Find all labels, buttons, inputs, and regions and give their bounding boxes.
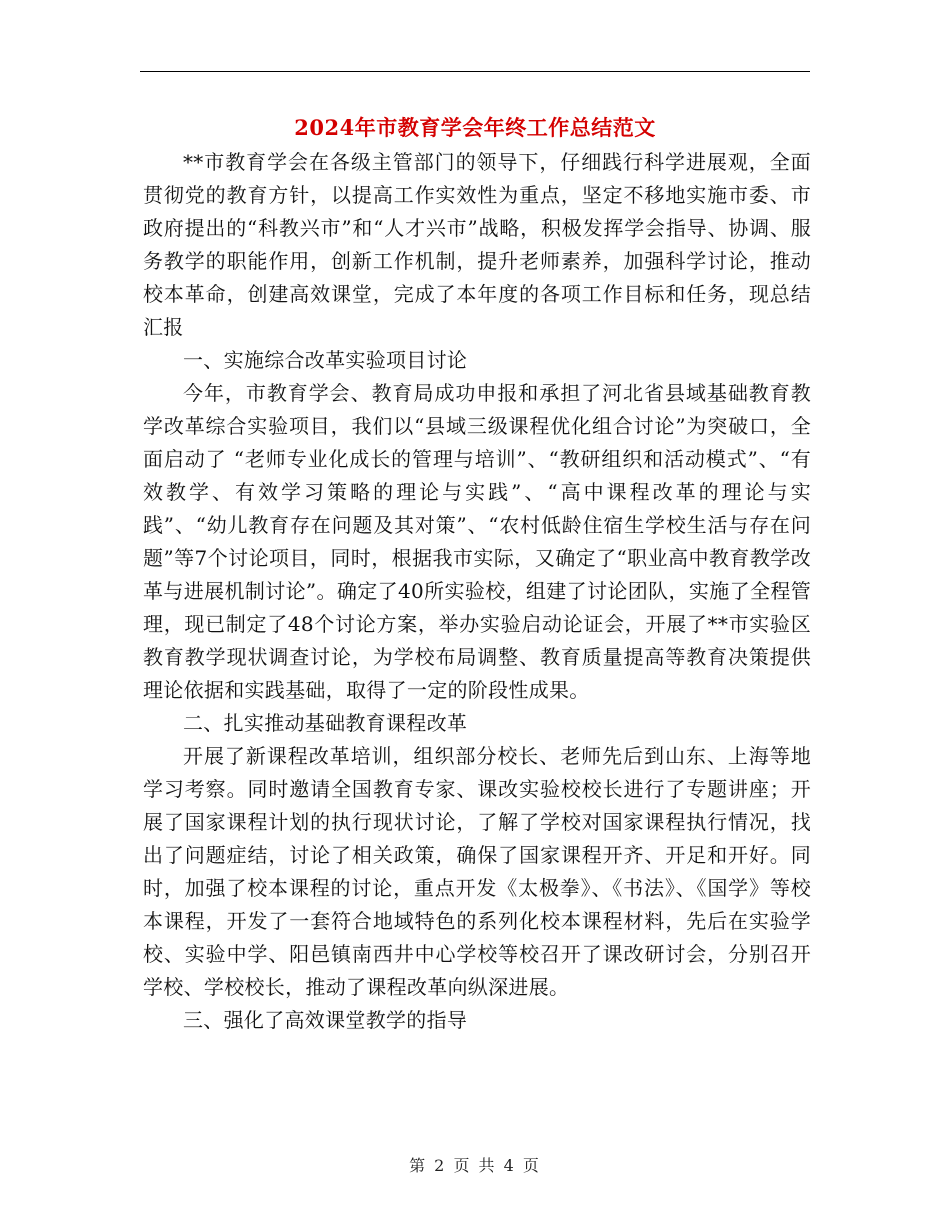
header-rule: [140, 71, 810, 72]
section-heading-1: 一、实施综合改革实验项目讨论: [183, 348, 468, 372]
section-heading-3: 三、强化了高效课堂教学的指导: [183, 1008, 468, 1032]
section-1-paragraph: 今年，市教育学会、教育局成功申报和承担了河北省县域基础教育教学改革综合实验项目，我们以“县域三级课程优化组合讨论”为突破口，全面启动了 “老师专业化成长的管理与培训”、“教研组织和活动模式”、“有效教学、有效学习策略的理论与实践”、“高中课程改革的理论与实践”、“幼儿教育存在问题及其对策”、“农村低龄住宿生学校生活与存在问题”等7个讨论项目，同时，根据我市实际，又确定了“职业高中教育教学改革与进展机制讨论”。确定了40所实验校，组建了讨论团队，实施了全程管理，现已制定了48个讨论方案，举办实验启动论证会，开展了**市实验区教育教学现状调查讨论，为学校布局调整、教育质量提高等教育决策提供理论依据和实践基础，取得了一定的阶段性成果。: [143, 381, 811, 702]
document-body: [143, 146, 811, 1037]
document-title: 2024年市教育学会年终工作总结范文: [294, 115, 656, 140]
page-footer: 第 2 页 共 4 页: [409, 1156, 541, 1175]
intro-paragraph: **市教育学会在各级主管部门的领导下，仔细践行科学进展观，全面贯彻党的教育方针，以提高工作实效性为重点，坚定不移地实施市委、市政府提出的“科教兴市”和“人才兴市”战略，积极发挥学会指导、协调、服务教学的职能作用，创新工作机制，提升老师素养，加强科学讨论，推动校本革命，创建高效课堂，完成了本年度的各项工作目标和任务，现总结汇报: [143, 150, 811, 339]
section-2-paragraph: 开展了新课程改革培训，组织部分校长、老师先后到山东、上海等地学习考察。同时邀请全国教育专家、课改实验校校长进行了专题讲座；开展了国家课程计划的执行现状讨论，了解了学校对国家课程执行情况，找出了问题症结，讨论了相关政策，确保了国家课程开齐、开足和开好。同时，加强了校本课程的讨论，重点开发《太极拳》、《书法》、《国学》等校本课程，开发了一套符合地域特色的系列化校本课程材料，先后在实验学校、实验中学、阳邑镇南西井中心学校等校召开了课改研讨会，分别召开学校、学校校长，推动了课程改革向纵深进展。: [143, 744, 811, 999]
section-heading-2: 二、扎实推动基础教育课程改革: [183, 711, 468, 735]
